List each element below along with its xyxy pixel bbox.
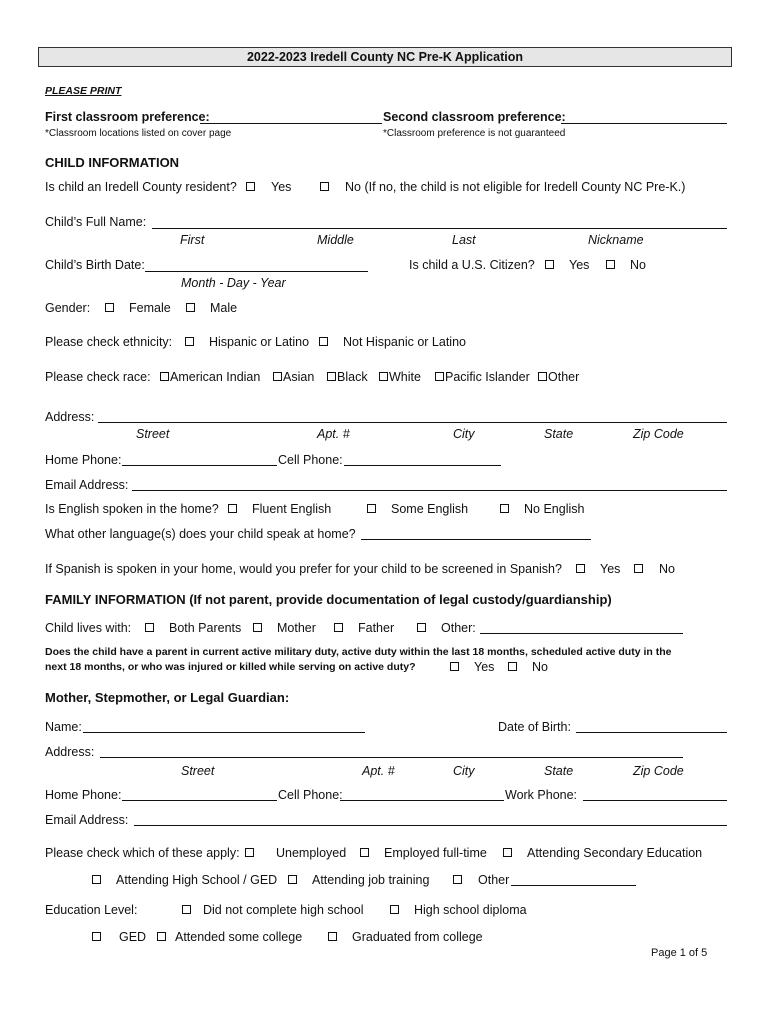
citizen-no-label: No <box>630 258 646 272</box>
fluent-english-checkbox[interactable] <box>228 504 237 513</box>
resident-yes-checkbox[interactable] <box>246 182 255 191</box>
family-info-heading: FAMILY INFORMATION (If not parent, provide documentation of legal custody/guardianship) <box>45 592 612 607</box>
second-preference-field[interactable] <box>561 123 727 124</box>
hispanic-label: Hispanic or Latino <box>209 335 310 349</box>
employed-label: Employed full-time <box>384 846 487 860</box>
child-address-apt: Apt. # <box>317 427 350 441</box>
mother-label: Mother <box>277 621 316 635</box>
birth-date-format: Month - Day - Year <box>181 276 286 290</box>
child-home-phone-label: Home Phone: <box>45 453 122 467</box>
job-training-label: Attending job training <box>312 873 430 887</box>
guardian-cell-phone-field[interactable] <box>340 800 504 801</box>
some-english-label: Some English <box>391 502 469 516</box>
no-high-school-checkbox[interactable] <box>182 905 191 914</box>
other-lives-field[interactable] <box>480 633 683 634</box>
resident-yes-label: Yes <box>271 180 292 194</box>
no-english-label: No English <box>524 502 585 516</box>
guardian-email-field[interactable] <box>134 825 727 826</box>
hs-diploma-checkbox[interactable] <box>390 905 399 914</box>
some-college-checkbox[interactable] <box>157 932 166 941</box>
race-black-checkbox[interactable] <box>327 372 336 381</box>
child-address-city: City <box>453 427 475 441</box>
high-school-ged-label: Attending High School / GED <box>116 873 278 887</box>
ged-label: GED <box>119 930 147 944</box>
gender-female-label: Female <box>129 301 171 315</box>
military-no-checkbox[interactable] <box>508 662 517 671</box>
spanish-question: If Spanish is spoken in your home, would you prefer for your child to be screened in Spanish? <box>45 562 562 576</box>
gender-male-label: Male <box>210 301 238 315</box>
hispanic-checkbox[interactable] <box>185 337 194 346</box>
race-american-indian-label: American Indian <box>170 370 261 384</box>
guardian-address-apt: Apt. # <box>362 764 395 778</box>
guardian-work-phone-field[interactable] <box>583 800 727 801</box>
spanish-yes-checkbox[interactable] <box>576 564 585 573</box>
guardian-email-label: Email Address: <box>45 813 129 827</box>
military-no-label: No <box>532 660 548 674</box>
first-preference-note: *Classroom locations listed on cover page <box>45 128 232 139</box>
second-preference-note: *Classroom preference is not guaranteed <box>383 128 566 139</box>
child-email-label: Email Address: <box>45 478 129 492</box>
secondary-education-checkbox[interactable] <box>503 848 512 857</box>
unemployed-checkbox[interactable] <box>245 848 254 857</box>
other-apply-field[interactable] <box>511 885 636 886</box>
spanish-yes-label: Yes <box>600 562 621 576</box>
birth-date-field[interactable] <box>145 271 368 272</box>
name-part-nickname: Nickname <box>588 233 644 247</box>
military-yes-label: Yes <box>474 660 495 674</box>
fluent-english-label: Fluent English <box>252 502 332 516</box>
other-apply-checkbox[interactable] <box>453 875 462 884</box>
apply-label: Please check which of these apply: <box>45 846 240 860</box>
gender-female-checkbox[interactable] <box>105 303 114 312</box>
birth-date-label: Child’s Birth Date: <box>45 258 145 272</box>
spanish-no-label: No <box>659 562 675 576</box>
race-other-checkbox[interactable] <box>538 372 547 381</box>
child-cell-phone-label: Cell Phone: <box>278 453 343 467</box>
unemployed-label: Unemployed <box>276 846 347 860</box>
gender-label: Gender: <box>45 301 91 315</box>
both-parents-label: Both Parents <box>169 621 242 635</box>
graduated-college-checkbox[interactable] <box>328 932 337 941</box>
secondary-education-label: Attending Secondary Education <box>527 846 703 860</box>
first-preference-field[interactable] <box>200 123 382 124</box>
other-apply-label: Other <box>478 873 510 887</box>
child-home-phone-field[interactable] <box>122 465 277 466</box>
child-email-field[interactable] <box>132 490 727 491</box>
some-english-checkbox[interactable] <box>367 504 376 513</box>
not-hispanic-label: Not Hispanic or Latino <box>343 335 466 349</box>
guardian-address-state: State <box>544 764 574 778</box>
race-asian-checkbox[interactable] <box>273 372 282 381</box>
guardian-dob-field[interactable] <box>576 732 727 733</box>
citizen-yes-label: Yes <box>569 258 590 272</box>
guardian-address-label: Address: <box>45 745 95 759</box>
resident-no-label: No (If no, the child is not eligible for Iredell County NC Pre-K.) <box>345 180 686 194</box>
race-white-label: White <box>389 370 421 384</box>
race-black-label: Black <box>337 370 368 384</box>
name-part-last: Last <box>452 233 476 247</box>
race-asian-label: Asian <box>283 370 315 384</box>
full-name-field[interactable] <box>152 228 727 229</box>
military-question-line1: Does the child have a parent in current active military duty, active duty within the last 18 months, scheduled active duty in the <box>45 646 672 658</box>
some-college-label: Attended some college <box>175 930 303 944</box>
not-hispanic-checkbox[interactable] <box>319 337 328 346</box>
child-address-field[interactable] <box>98 422 727 423</box>
hs-diploma-label: High school diploma <box>414 903 527 917</box>
page-number: Page 1 of 5 <box>651 947 708 959</box>
race-american-indian-checkbox[interactable] <box>160 372 169 381</box>
second-preference-label: Second classroom preference: <box>383 110 566 124</box>
employed-checkbox[interactable] <box>360 848 369 857</box>
lives-with-label: Child lives with: <box>45 621 132 635</box>
child-info-heading: CHILD INFORMATION <box>45 155 180 170</box>
race-label: Please check race: <box>45 370 151 384</box>
race-white-checkbox[interactable] <box>379 372 388 381</box>
guardian-home-phone-field[interactable] <box>122 800 277 801</box>
education-level-label: Education Level: <box>45 903 138 917</box>
gender-male-checkbox[interactable] <box>186 303 195 312</box>
child-address-state: State <box>544 427 574 441</box>
resident-no-checkbox[interactable] <box>320 182 329 191</box>
no-high-school-label: Did not complete high school <box>203 903 364 917</box>
please-print-note: PLEASE PRINT <box>45 85 122 97</box>
other-lives-checkbox[interactable] <box>417 623 426 632</box>
race-pacific-islander-label: Pacific Islander <box>445 370 530 384</box>
guardian-heading: Mother, Stepmother, or Legal Guardian: <box>45 690 290 705</box>
guardian-cell-phone-label: Cell Phone: <box>278 788 343 802</box>
father-checkbox[interactable] <box>334 623 343 632</box>
guardian-work-phone-label: Work Phone: <box>505 788 578 802</box>
guardian-dob-label: Date of Birth: <box>498 720 571 734</box>
ethnicity-label: Please check ethnicity: <box>45 335 173 349</box>
full-name-label: Child’s Full Name: <box>45 215 147 229</box>
no-english-checkbox[interactable] <box>500 504 509 513</box>
guardian-name-field[interactable] <box>83 732 365 733</box>
graduated-college-label: Graduated from college <box>352 930 483 944</box>
child-address-street: Street <box>136 427 170 441</box>
job-training-checkbox[interactable] <box>288 875 297 884</box>
first-preference-label: First classroom preference: <box>45 110 210 124</box>
form-title: 2022-2023 Iredell County NC Pre-K Application <box>38 47 732 67</box>
guardian-address-city: City <box>453 764 475 778</box>
child-address-label: Address: <box>45 410 95 424</box>
other-language-question: What other language(s) does your child speak at home? <box>45 527 356 541</box>
english-question: Is English spoken in the home? <box>45 502 219 516</box>
both-parents-checkbox[interactable] <box>145 623 154 632</box>
race-pacific-islander-checkbox[interactable] <box>435 372 444 381</box>
other-language-field[interactable] <box>361 539 591 540</box>
father-label: Father <box>358 621 395 635</box>
citizen-question: Is child a U.S. Citizen? <box>409 258 535 272</box>
spanish-no-checkbox[interactable] <box>634 564 643 573</box>
ged-checkbox[interactable] <box>92 932 101 941</box>
name-part-middle: Middle <box>317 233 354 247</box>
name-part-first: First <box>180 233 205 247</box>
guardian-name-label: Name: <box>45 720 82 734</box>
child-cell-phone-field[interactable] <box>344 465 501 466</box>
military-question-line2: next 18 months, or who was injured or killed while serving on active duty? <box>45 661 416 673</box>
guardian-address-street: Street <box>181 764 215 778</box>
mother-checkbox[interactable] <box>253 623 262 632</box>
guardian-home-phone-label: Home Phone: <box>45 788 122 802</box>
citizen-yes-checkbox[interactable] <box>545 260 554 269</box>
guardian-address-field[interactable] <box>100 757 683 758</box>
child-address-zip: Zip Code <box>633 427 684 441</box>
resident-question: Is child an Iredell County resident? <box>45 180 237 194</box>
citizen-no-checkbox[interactable] <box>606 260 615 269</box>
guardian-address-zip: Zip Code <box>633 764 684 778</box>
military-yes-checkbox[interactable] <box>450 662 459 671</box>
other-lives-label: Other: <box>441 621 476 635</box>
high-school-ged-checkbox[interactable] <box>92 875 101 884</box>
race-other-label: Other <box>548 370 580 384</box>
